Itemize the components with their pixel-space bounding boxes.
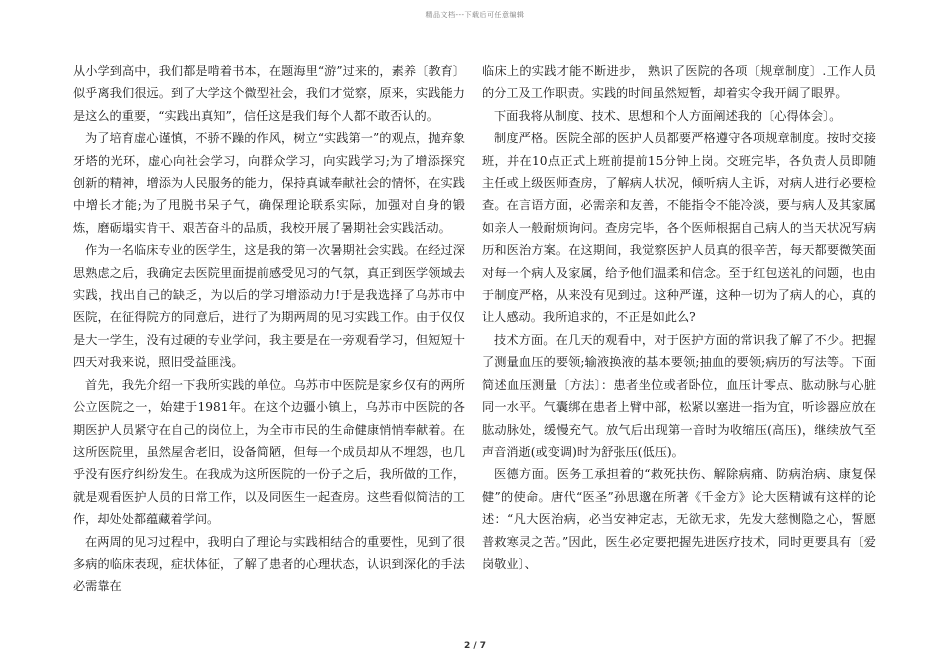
paragraph: 医德方面。医务工承担着的“救死扶伤、解除病痛、防病治病、康复保健”的使命。唐代“医圣”孙思邈在所著《千金方》论大医精诚有这样的论述：“凡大医治病，必当安神定志，无欲无求，先发大慈恻隐之心，誓愿普救寒灵之苦。”因此，医生必定要把握先进医疗技术，同时更要具有〔爱岗敬业〕、 bbox=[482, 467, 876, 571]
paragraph: 首先，我先介绍一下我所实践的单位。乌苏市中医院是家乡仅有的两所公立医院之一，始建于1981年。在这个边疆小镇上，乌苏市中医院的各期医护人员紧守在自己的岗位上，为全市市民的生命健康悄悄奉献着。在这所医院里，虽然屋舍老旧，设备简陋，但每一个成员却从不埋怨，也几乎没有医疗纠纷发生。在我成为这所医院的一份子之后，我所做的工作，就是观看医护人员的日常工作，以及同医生一起查房。这些看似简洁的工作，却处处都蕴藏着学问。 bbox=[73, 377, 465, 527]
right-column bbox=[482, 60, 876, 575]
paragraph: 作为一名临床专业的医学生，这是我的第一次暑期社会实践。在经过深思熟虑之后，我确定去医院里面提前感受见习的气氛，真正到医学领域去实践，找出自己的缺乏，为以后的学习增添动力!于是我选择了乌苏市中医院，在征得院方的同意后，进行了为期两周的见习实践工作。由于仅仅是大一学生，没有过硬的专业学问，我主要是在一旁观看学习，但短短十四天对我来说，照旧受益匪浅。 bbox=[73, 243, 465, 370]
page-header: 精品文档---下载后可任意编辑 bbox=[425, 11, 525, 19]
page-number: 2 / 7 bbox=[463, 641, 487, 651]
paragraph: 技术方面。在几天的观看中，对于医护方面的常识我了解了不少。把握了测量血压的要领;输液换液的基本要领;抽血的要领;病历的写法等。下面简述血压测量〔方法〕：患者坐位或者卧位，血压计零点、肱动脉与心脏同一水平。气囊绑在患者上臂中部，松紧以塞进一指为宜，听诊器应放在肱动脉处，缓慢充气。放气后出现第一音时为收缩压(高压)，继续放气至声音消逝(或变调)时为舒张压(低压)。 bbox=[482, 332, 876, 459]
paragraph: 临床上的实践才能不断进步， 熟识了医院的各项〔规章制度〕.工作人员的分工及工作职责。实践的时间虽然短暂，却着实令我开阔了眼界。 bbox=[482, 64, 876, 101]
left-column bbox=[73, 60, 465, 598]
paragraph: 制度严格。医院全部的医护人员都要严格遵守各项规章制度。按时交接班，并在10点正式上班前提前15分钟上岗。交班完毕，各负责人员即随主任或上级医师查房，了解病人状况，倾听病人主诉，对病人进行必要检查。在言语方面，必需亲和友善，不能指令不能冷淡，要与病人及其家属如亲人一般耐烦询问。查房完毕，各个医师根据自己病人的当天状况写病历和医治方案。在这期间，我觉察医护人员真的很辛苦，每天都要微笑面对每一个病人及家属，给予他们温柔和信念。至于红包送礼的问题，也由于制度严格，从来没有见到过。这种严谨，这种一切为了病人的心，真的让人感动。我所追求的，不正是如此么? bbox=[482, 131, 876, 325]
paragraph: 在两周的见习过程中，我明白了理论与实践相结合的重要性，见到了很多病的临床表现，症状体征，了解了患者的心理状态，认识到深化的手法必需靠在 bbox=[73, 534, 465, 594]
paragraph: 为了培育虚心谨慎，不骄不躁的作风，树立“实践第一”的观点，抛弃象牙塔的光环，虚心向社会学习，向群众学习，向实践学习;为了增添探究创新的精神，增添为人民服务的能力，保持真诚奉献社会的情怀，在实践中增长才能;为了甩脱书呆子气，确保理论联系实际，加强对自身的锻炼，磨砺塌实肯干、艰苦奋斗的品质，我校开展了暑期社会实践活动。 bbox=[73, 131, 465, 235]
paragraph: 从小学到高中，我们都是啃着书本，在题海里“游”过来的，素养〔教育〕似乎离我们很远。到了大学这个微型社会，我们才觉察，原来，实践能力是这么的重要，“实践出真知”，信任这是我们每个人都不敢否认的。 bbox=[73, 64, 465, 123]
paragraph: 下面我将从制度、技术、思想和个人方面阐述我的〔心得体会〕。 bbox=[494, 108, 842, 123]
